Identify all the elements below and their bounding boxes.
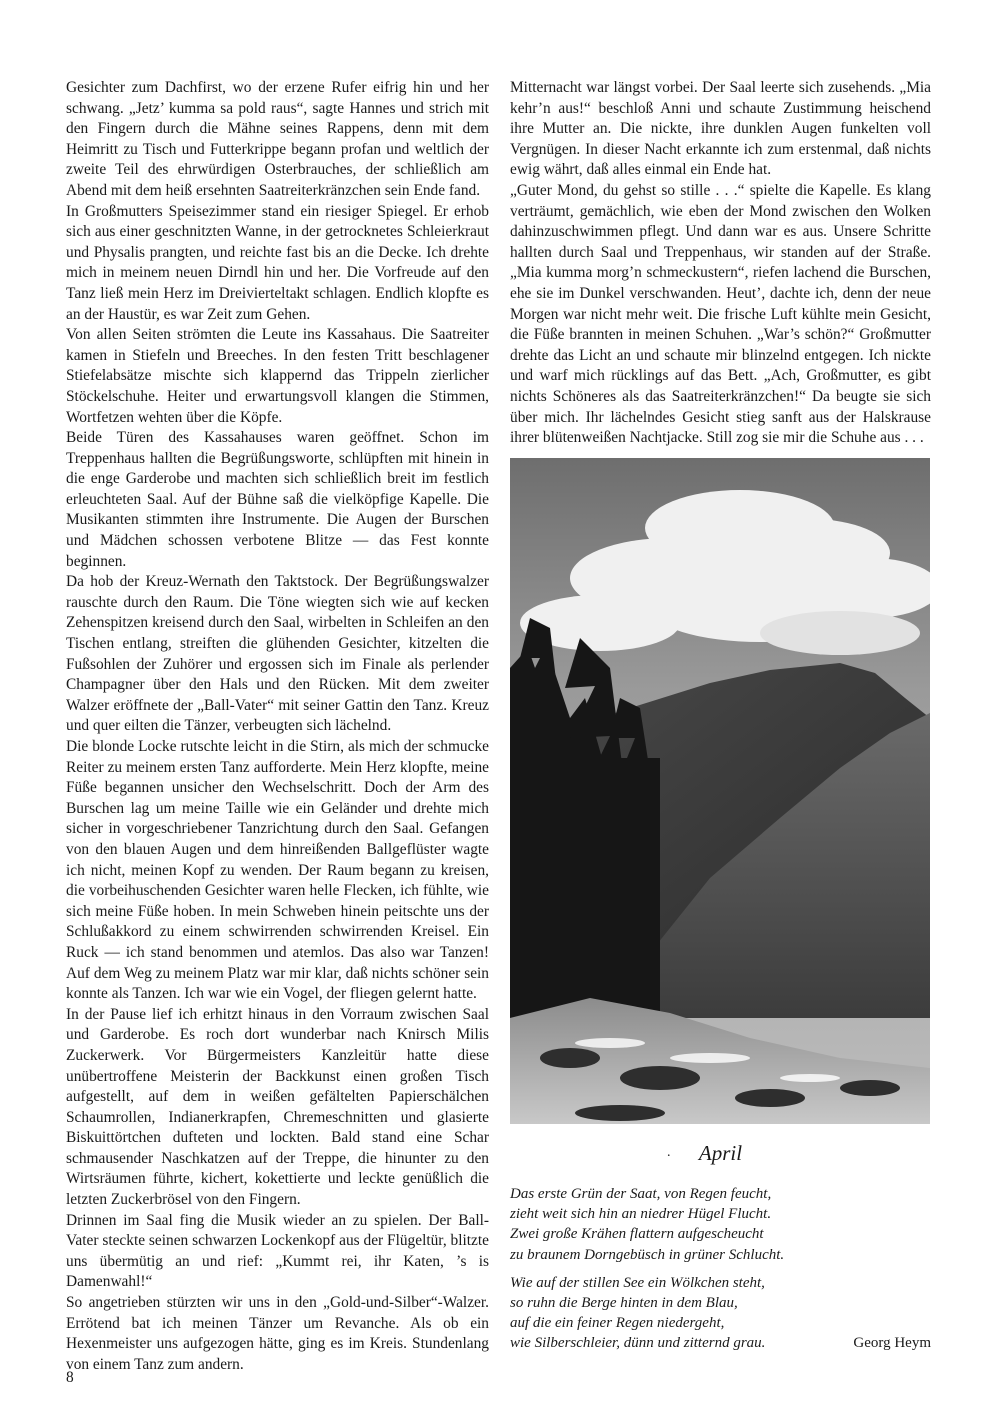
paragraph: In der Pause lief ich erhitzt hinaus in den Vorraum zwischen Saal und Garderobe. Es roch dort wunderbar nach Knirsch Milis Zuckerwerk. Vor Bürgermeisters Kanzleitür hatte diese unübertroffene Meisterin der Backkunst einen großen Tisch aufgestellt, auf dem in weißen gefältelten Papierschälchen Schaumrollen, Indianerkrapfen, Chremeschnitten und glasierte Biskuittörtchen dufteten und lockten. Bald stand eine Schar schmausender Naschkatzen auf der Treppe, die hinunter zu den Wirtsräumen führte, kichert, kokettierte und leckte genüßlich die letzten Zuckerbrösel von den Fingern. [66, 1005, 489, 1209]
poem-title-text: April [698, 1141, 743, 1165]
poem-stanza [510, 1184, 931, 1265]
paragraph: Da hob der Kreuz-Wernath den Taktstock. Der Begrüßungswalzer rauschte durch den Raum. Die Töne wiegten sich wie auf kecken Zehenspitzen kreisend durch den Saal, wirbelten in Schleifen an den Tischen entlang, streiften die glühenden Gesichter, kitzelten die Fußsohlen der Zuhörer und ergossen sich im Finale als perlender Champagner über den Hals und den Rücken. Mit dem zweiter Walzer eröffnete der „Ball-Vater“ mit seiner Gattin den Tanz. Kreuz und quer eilten die Tänzer, verbeugten sich lächelnd. [66, 573, 489, 735]
poem-stanza [510, 1273, 931, 1354]
poem-line: wie Silberschleier, dünn und zitternd grau. [510, 1335, 766, 1352]
paragraph: „Guter Mond, du gehst so stille . . .“ spielte die Kapelle. Es klang verträumt, gemächlich, wie eben der Mond zwischen den Wolken dahinzuschwimmen pflegt. Und dann war es aus. Unsere Schritte hallten durch Saal und Treppenhaus, wir standen auf der Straße. „Mia kumma morg’n schmeckustern“, riefen lachend die Burschen, ehe sie im Dunkel verschwanden. Heut’, dachte ich, denn der neue Morgen war nicht mehr weit. Die frische Luft kühlte mein Gesicht, die Füße brannten in meinen Schuhen. „War’s schön?“ Großmutter drehte das Licht an und schaute mir blinzelnd entgegen. Ich nickte und warf mich rücklings auf das Bett. „Ach, Großmutter, es gibt nichts Schöneres als das Saatreiterkränzchen!“ Da beugte sie sich über mich. Ihr lächelndes Gesicht stieg sanft aus der Halskrause ihrer blütenweißen Nachtjacke. Still zog sie mir die Schuhe aus . . . [510, 181, 931, 447]
poem-line: Wie auf der stillen See ein Wölkchen steht, [510, 1274, 765, 1291]
left-text-column [66, 78, 489, 1375]
poem-line-with-author [510, 1333, 931, 1353]
title-mark: . [667, 1145, 671, 1160]
mountain-stream-photo [510, 458, 930, 1124]
landscape-illustration [510, 458, 930, 1124]
paragraph: Die blonde Locke rutschte leicht in die Stirn, als mich der schmucke Reiter zu meinem ersten Tanz aufforderte. Mein Herz klopfte, meine Füße begannen unsicher den Wechselschritt. Doch der Arm des Burschen lag um meine Taille wie ein Geländer und drehte mich sicher in vorgeschriebener Tanzrichtung durch den Saal. Gefangen von den blauen Augen und dem hinreißenden Ballgeflüster wagte ich nicht, meinen Kopf zu wenden. Der Raum begann zu kreisen, die vorbeihuschenden Gesichter waren helle Flecken, ich fühlte, wie sich meine Füße hoben. In mein Schweben hinein peitschte uns der Schlußakkord zu einem schwirrenden schwirrenden Kreisel. Ein Ruck — ich stand benommen und atemlos. Das also war Tanzen! Auf dem Weg zu meinem Platz war mir klar, daß nichts schöner sein konnte als Tanzen. Ich war wie ein Vogel, der fliegen gelernt hatte. [66, 738, 489, 1003]
page-number: 8 [66, 1369, 74, 1386]
paragraph: Von allen Seiten strömten die Leute ins Kassahaus. Die Saatreiter kamen in Stiefeln und Breeches. In den festen Tritt beschlagener Stiefelabsätze mischte sich klappernd das Trippeln zierlicher Stöckelschuhe. Heiter und erwartungsvoll klangen die Stimmen, Wortfetzen wehten über die Köpfe. [66, 326, 489, 426]
poem-line: Zwei große Krähen flattern aufgescheucht [510, 1226, 764, 1243]
paragraph: Mitternacht war längst vorbei. Der Saal leerte sich zusehends. „Mia kehr’n aus!“ beschloß Anni und schaute Zustimmung heischend ihre Mutter an. Die nickte, ihre dunklen Augen funkelten voll Vergnügen. In dieser Nacht erkannte ich zum erstenmal, daß nichts ewig währt, daß alles einmal ein Ende hat. [510, 79, 931, 179]
paragraph: Drinnen im Saal fing die Musik wieder an zu spielen. Der Ball-Vater steckte seinen schwarzen Lockenkopf aus der Flügeltür, blitzte uns übermütig an und rief: „Kummt rei, ihr Katen, ’s is Damenwahl!“ [66, 1211, 489, 1291]
paragraph: Gesichter zum Dachfirst, wo der erzene Rufer eifrig hin und her schwang. „Jetz’ kumma sa pold raus“, sagte Hannes und strich mit den Fingern durch die Mähne seines Rappens, denn mit dem Heimritt zu Tisch und Futterkrippe begann profan und weltlich der zweite Teil des ehrwürdigen Osterbrauches, der schließlich am Abend mit dem heiß ersehnten Saatreiterkränzchen sein Ende fand. [66, 79, 489, 199]
poem-line: Das erste Grün der Saat, von Regen feucht, [510, 1186, 772, 1202]
paragraph: Beide Türen des Kassahauses waren geöffnet. Schon im Treppenhaus hallten die Begrüßungsworte, schlüpften mit hinein in die enge Garderobe und machten sich schließlich breit im festlich erleuchteten Saal. Auf der Bühne saß die vielköpfige Kapelle. Die Musikanten stimmten ihre Instrumente. Die Augen der Burschen und Mädchen schossen verbotene Blitze — das Fest konnte beginnen. [66, 429, 489, 570]
paragraph: So angetrieben stürzten wir uns in den „Gold-und-Silber“-Walzer. Errötend bat ich meinen Tänzer um Revanche. Als ob ein Hexenmeister uns aufgezogen hätte, ging es im Kreis. Stundenlang von einem Tanz zum andern. [66, 1294, 489, 1373]
paragraph: In Großmutters Speisezimmer stand ein riesiger Spiegel. Er erhob sich aus einer geschnitzten Wanne, in der getrocknetes Schleierkraut und Physalis prangten, und reichte fast bis an die Decke. Ich drehte mich in meinem neuen Dirndl hin und her. Die Vorfreude auf den Tanz ließ mein Herz im Dreivierteltakt schlagen. Endlich klopfte es an der Haustür, es war Zeit zum Gehen. [66, 202, 489, 323]
poem-line: zieht weit sich hin an niedrer Hügel Flucht. [510, 1206, 772, 1223]
poem-line: so ruhn die Berge hinten in dem Blau, [510, 1295, 738, 1312]
poem-line: zu braunem Dorngebüsch in grüner Schlucht. [510, 1246, 785, 1263]
poem-author: Georg Heym [853, 1335, 931, 1352]
poem-title [510, 1140, 931, 1166]
poem-line: auf die ein feiner Regen niedergeht, [510, 1315, 725, 1332]
right-text-column [510, 78, 931, 449]
poem [510, 1184, 931, 1362]
